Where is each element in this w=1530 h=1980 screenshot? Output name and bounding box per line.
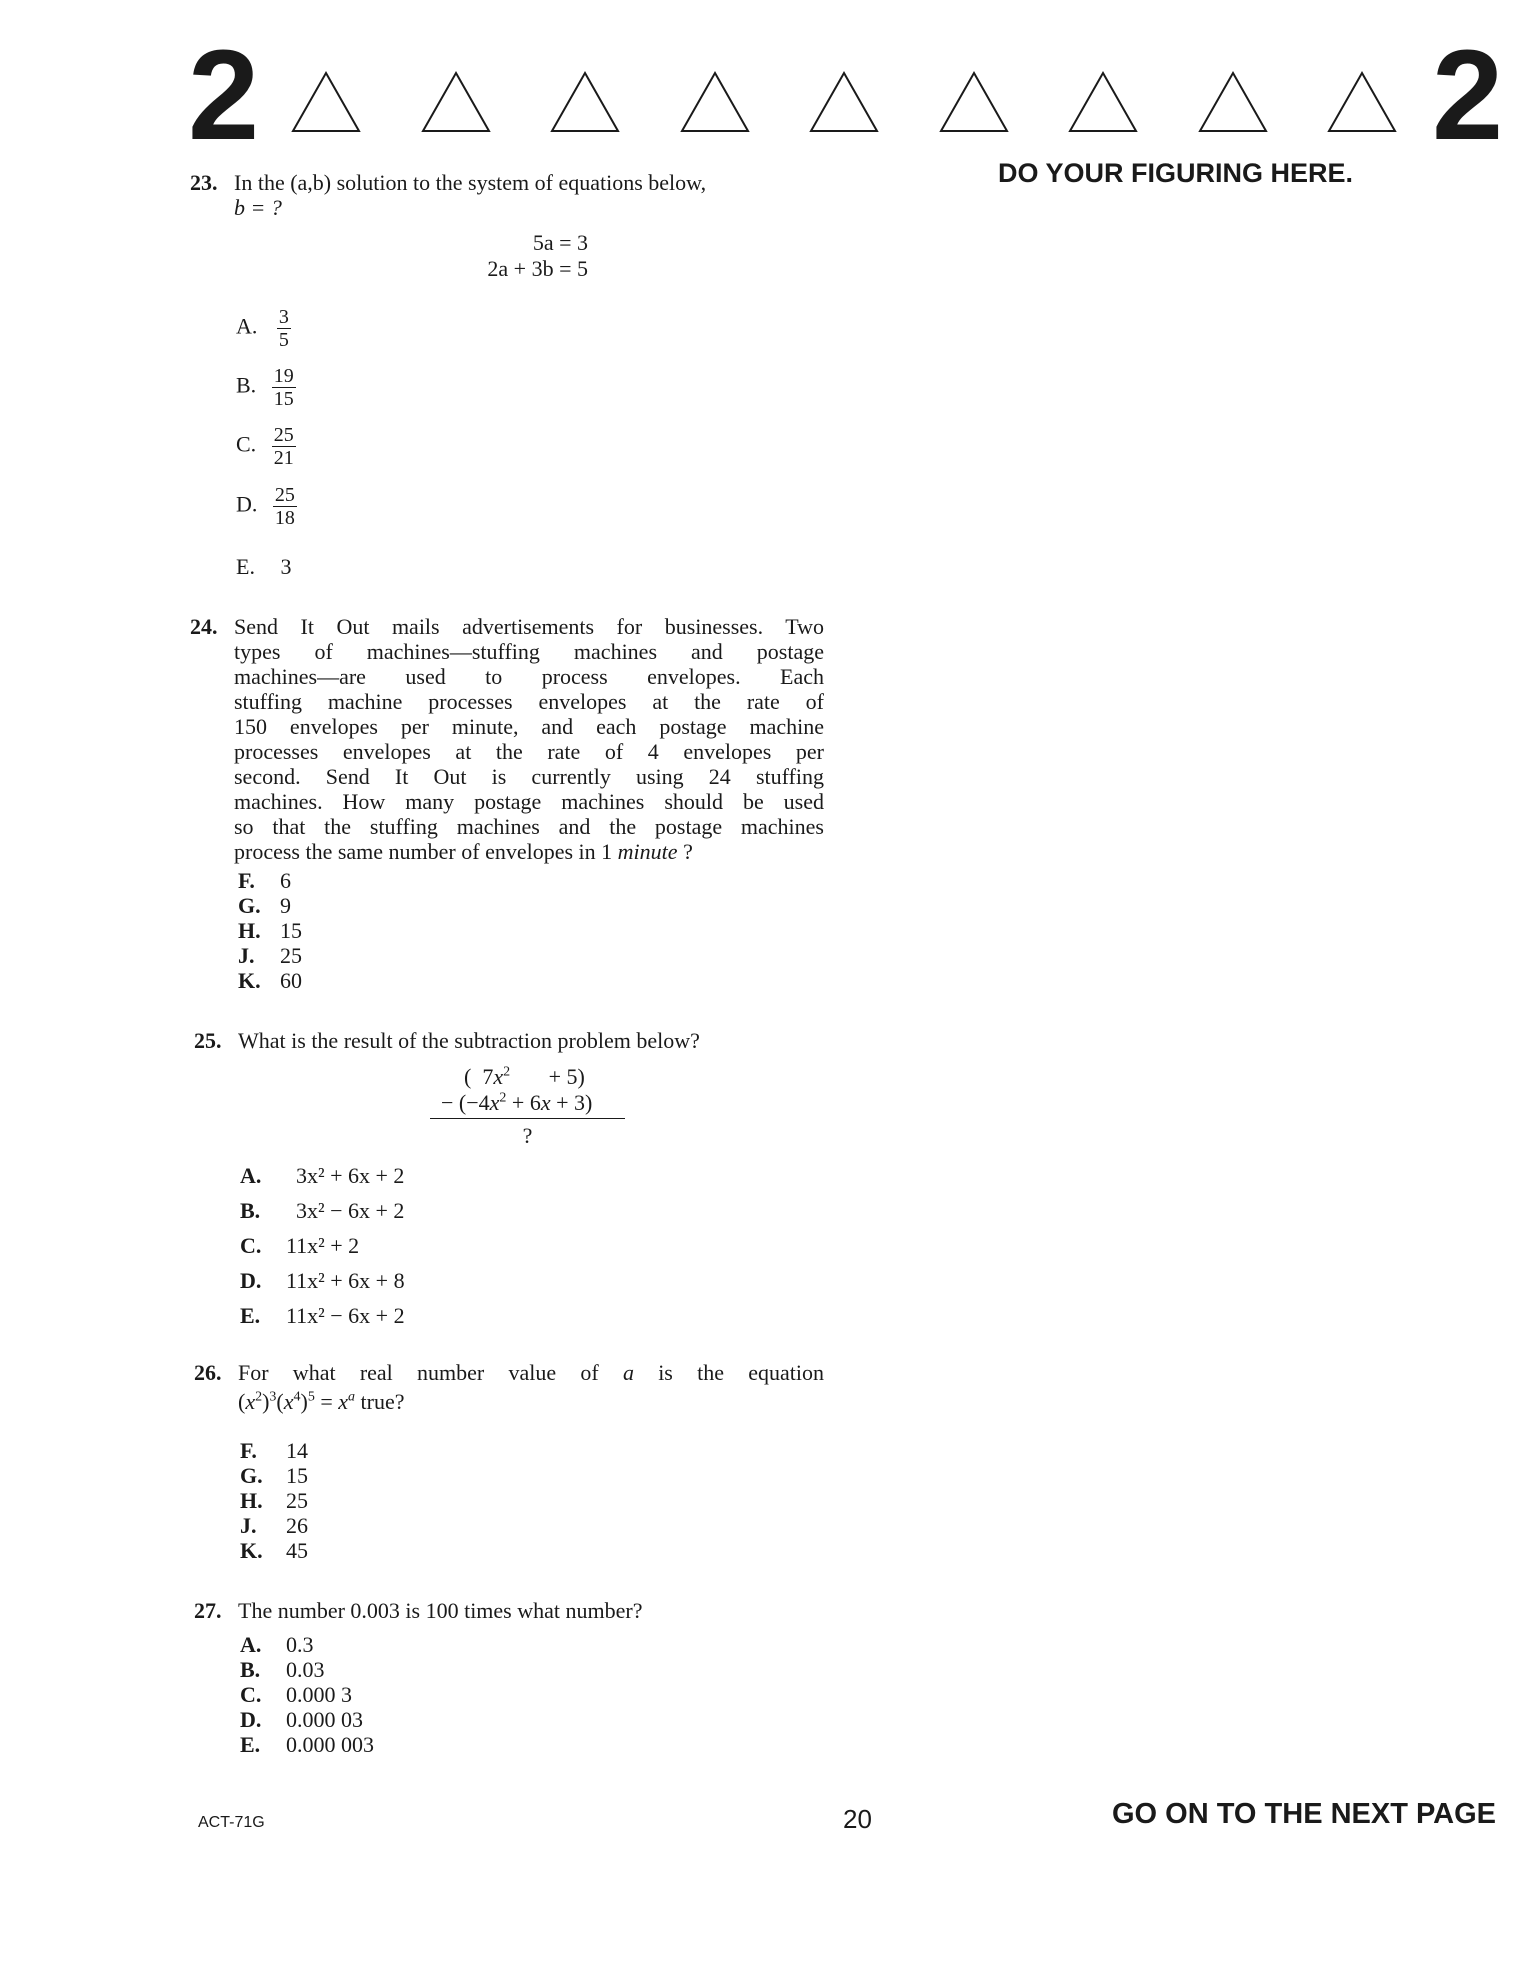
subtraction-row-2: − $(-4x^2 + 6x + 3)$ xyxy=(430,1090,625,1119)
choice-23-d[interactable] xyxy=(236,484,297,529)
question-26 xyxy=(194,1360,834,1414)
triangle-icon xyxy=(679,70,751,134)
choice-label: J. xyxy=(240,1513,257,1538)
question-27 xyxy=(194,1598,834,1623)
section-number-left: 2 xyxy=(188,24,260,167)
choice-label: K. xyxy=(240,1538,263,1563)
choice-27-c[interactable] xyxy=(240,1682,352,1707)
choice-24-k[interactable] xyxy=(238,968,302,993)
equation-system xyxy=(440,230,588,282)
triangle-icon xyxy=(549,70,621,134)
subtraction-row-1: ( $7x^2$ + 5) xyxy=(464,1064,585,1089)
choice-label: J. xyxy=(238,943,255,968)
choice-label: E. xyxy=(240,1303,261,1328)
triangle-icon xyxy=(1197,70,1269,134)
choice-value: 0.000 03 xyxy=(286,1707,363,1732)
question-text-line: stuffing machine processes envelopes at the rate of xyxy=(234,689,824,714)
figuring-label: DO YOUR FIGURING HERE. xyxy=(998,158,1354,188)
choice-value: 0.000 3 xyxy=(286,1682,352,1707)
choice-value: 11x² + 6x + 8 xyxy=(286,1268,405,1293)
choice-value: 26 xyxy=(286,1513,308,1538)
page-number: 20 xyxy=(843,1804,872,1834)
choice-value: 45 xyxy=(286,1538,308,1563)
choice-label: G. xyxy=(240,1463,263,1488)
choice-24-j[interactable] xyxy=(238,943,302,968)
choice-25-e[interactable] xyxy=(240,1303,405,1328)
choice-label: B. xyxy=(240,1198,261,1223)
triangle-icon xyxy=(1326,70,1398,134)
question-text-line: b = ? xyxy=(234,195,282,220)
choice-23-c[interactable] xyxy=(236,424,296,469)
question-25 xyxy=(194,1028,834,1053)
question-23 xyxy=(190,170,830,220)
choice-label: K. xyxy=(238,968,261,993)
choice-27-b[interactable] xyxy=(240,1657,325,1682)
next-page-label: GO ON TO THE NEXT PAGE xyxy=(1112,1798,1497,1830)
question-text xyxy=(234,614,824,864)
question-text: What is the result of the subtraction problem below? xyxy=(238,1028,700,1053)
equation-line: $(x^2)^3(x^4)^5 = x^a$ true? xyxy=(238,1389,405,1414)
choice-value: 14 xyxy=(286,1438,308,1463)
choice-value: 3 xyxy=(280,554,292,579)
section-number-right: 2 xyxy=(1432,24,1504,167)
choice-label: H. xyxy=(240,1488,263,1513)
choice-24-f[interactable] xyxy=(238,868,291,893)
choice-value: 6 xyxy=(280,868,291,893)
choice-26-f[interactable] xyxy=(240,1438,308,1463)
choice-25-d[interactable] xyxy=(240,1268,405,1293)
choice-value: 0.03 xyxy=(286,1657,325,1682)
question-text xyxy=(234,170,824,220)
question-number: 26. xyxy=(194,1360,222,1385)
triangle-icon xyxy=(420,70,492,134)
triangle-icon xyxy=(938,70,1010,134)
choice-label: D. xyxy=(240,1268,262,1293)
choice-label: C. xyxy=(236,431,257,457)
fraction: $\frac{3}{5}$ xyxy=(278,306,289,351)
question-text-line: types of machines—stuffing machines and postage xyxy=(234,639,824,664)
choice-25-b[interactable] xyxy=(240,1198,404,1223)
choice-23-e[interactable] xyxy=(236,554,291,579)
choice-27-d[interactable] xyxy=(240,1707,363,1732)
triangle-icon xyxy=(1067,70,1139,134)
question-number: 24. xyxy=(190,614,218,639)
equation-line: 5a = 3 xyxy=(532,230,588,255)
question-text-line: process the same number of envelopes in 1 minute ? xyxy=(234,839,693,864)
fraction: $\frac{19}{15}$ xyxy=(273,365,294,410)
fraction: $\frac{25}{18}$ xyxy=(274,484,295,529)
choice-27-a[interactable] xyxy=(240,1632,314,1657)
choice-25-a[interactable] xyxy=(240,1163,404,1188)
question-text-line: 150 envelopes per minute, and each postage machine xyxy=(234,714,824,739)
question-text-line: machines. How many postage machines should be used xyxy=(234,789,824,814)
triangle-icon xyxy=(290,70,362,134)
question-text-line: second. Send It Out is currently using 24 stuffing xyxy=(234,764,824,789)
choice-label: G. xyxy=(238,893,261,918)
question-text-line: Send It Out mails advertisements for businesses. Two xyxy=(234,614,824,639)
choice-26-h[interactable] xyxy=(240,1488,308,1513)
question-number: 25. xyxy=(194,1028,222,1053)
choice-value: 0.000 003 xyxy=(286,1732,374,1757)
choice-value: 11x² − 6x + 2 xyxy=(286,1303,405,1328)
choice-27-e[interactable] xyxy=(240,1732,374,1757)
question-24 xyxy=(190,614,830,864)
choice-value: 3x² + 6x + 2 xyxy=(296,1163,405,1188)
choice-label: D. xyxy=(236,491,258,517)
choice-label: H. xyxy=(238,918,261,943)
choice-label: E. xyxy=(240,1732,261,1757)
choice-label: D. xyxy=(240,1707,262,1732)
question-text: The number 0.003 is 100 times what number? xyxy=(238,1598,643,1623)
question-text-line: processes envelopes at the rate of 4 envelopes per xyxy=(234,739,824,764)
choice-value: 25 xyxy=(280,943,302,968)
choice-label: A. xyxy=(236,313,258,339)
choice-value: 11x² + 2 xyxy=(286,1233,360,1258)
choice-value: 25 xyxy=(286,1488,308,1513)
choice-label: C. xyxy=(240,1233,262,1258)
choice-value: 15 xyxy=(280,918,302,943)
choice-23-b[interactable] xyxy=(236,365,296,410)
question-text-line: so that the stuffing machines and the postage machines xyxy=(234,814,824,839)
question-text: For what real number value of a is the equation $(x^2)^3(x^4)^5 = x^a$ true? xyxy=(238,1360,824,1414)
subtraction-result: ? xyxy=(522,1123,533,1148)
choice-value: 60 xyxy=(280,968,302,993)
choice-label: E. xyxy=(236,554,255,579)
choice-24-h[interactable] xyxy=(238,918,302,943)
choice-24-g[interactable] xyxy=(238,893,291,918)
test-code: ACT-71G xyxy=(198,1814,265,1831)
question-text-line: In the (a,b) solution to the system of equations below, xyxy=(234,170,707,195)
triangle-row xyxy=(290,70,1410,140)
question-number: 27. xyxy=(194,1598,222,1623)
choice-23-a[interactable] xyxy=(236,306,291,351)
choice-25-c[interactable] xyxy=(240,1233,359,1258)
choice-value: 3x² − 6x + 2 xyxy=(296,1198,405,1223)
choice-label: B. xyxy=(236,372,257,398)
choice-26-j[interactable] xyxy=(240,1513,308,1538)
choice-label: A. xyxy=(240,1632,262,1657)
triangle-icon xyxy=(808,70,880,134)
choice-label: B. xyxy=(240,1657,261,1682)
choice-value: 15 xyxy=(286,1463,308,1488)
choice-value: 0.3 xyxy=(286,1632,314,1657)
choice-label: F. xyxy=(238,868,255,893)
choice-26-g[interactable] xyxy=(240,1463,308,1488)
equation-line: 2a + 3b = 5 xyxy=(487,256,588,281)
subtraction-problem xyxy=(430,1064,625,1149)
choice-label: A. xyxy=(240,1163,262,1188)
choice-label: C. xyxy=(240,1682,262,1707)
question-number: 23. xyxy=(190,170,218,195)
choice-26-k[interactable] xyxy=(240,1538,308,1563)
question-text-line: machines—are used to process envelopes. Each xyxy=(234,664,824,689)
choice-value: 9 xyxy=(280,893,291,918)
choice-label: F. xyxy=(240,1438,257,1463)
fraction: $\frac{25}{21}$ xyxy=(273,424,294,469)
